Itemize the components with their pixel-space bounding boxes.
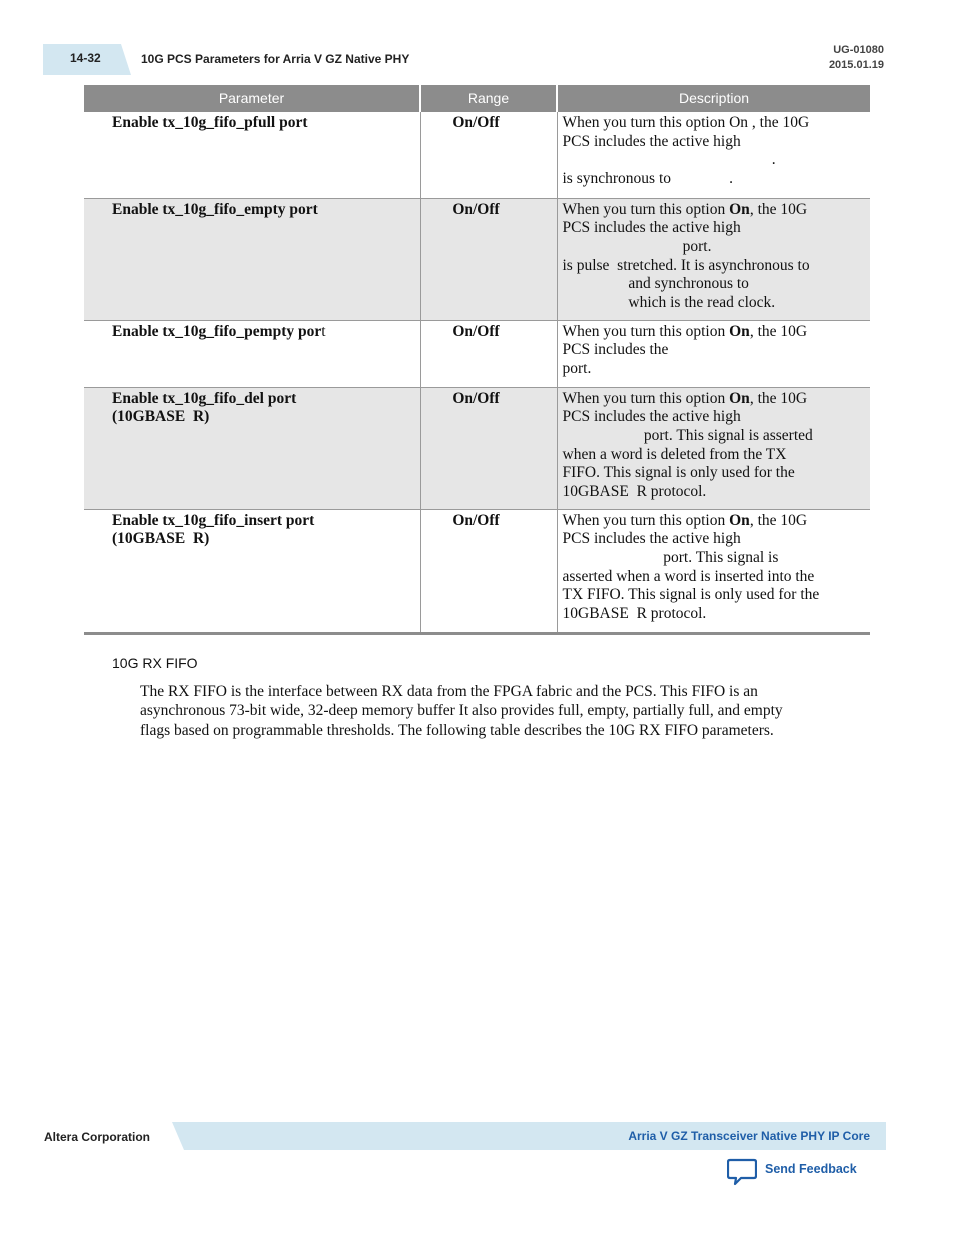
- document-id: UG-01080: [833, 44, 884, 56]
- description-line: asserted when a word is inserted into the: [562, 567, 815, 585]
- section-heading: 10G RX FIFO: [112, 655, 198, 671]
- description-line: PCS includes the active high: [562, 132, 741, 150]
- parameter-name: Enable tx_10g_fifo_empty port: [112, 200, 318, 218]
- footer-document-title[interactable]: Arria V GZ Transceiver Native PHY IP Core: [628, 1129, 870, 1143]
- parameter-cell: [84, 509, 420, 633]
- column-header-parameter: Parameter: [84, 85, 420, 112]
- table-row: [84, 320, 870, 387]
- table-row: [84, 198, 870, 320]
- description-line: is pulse stretched. It is asynchronous to: [562, 256, 810, 274]
- parameter-qualifier: (10GBASE R): [112, 530, 210, 548]
- description-line: port. This signal is: [562, 548, 779, 566]
- column-header-description: Description: [557, 85, 870, 112]
- parameter-cell: [84, 320, 420, 387]
- range-cell: On/Off: [420, 320, 557, 387]
- description-line: is synchronous to .: [562, 170, 733, 188]
- parameters-table: [84, 85, 870, 635]
- parameter-name: Enable tx_10g_fifo_del port: [112, 389, 297, 407]
- company-name: Altera Corporation: [44, 1130, 151, 1144]
- table-row: [84, 387, 870, 509]
- table-row: [84, 509, 870, 633]
- description-line: FIFO. This signal is only used for the: [562, 464, 795, 482]
- section-paragraph: [140, 682, 856, 740]
- description-line: PCS includes the active high: [562, 219, 741, 237]
- description-line: PCS includes the: [562, 341, 669, 359]
- send-feedback-link[interactable]: Send Feedback: [765, 1162, 857, 1176]
- range-cell: On/Off: [420, 112, 557, 198]
- description-cell: [557, 320, 870, 387]
- description-line: When you turn this option On, the 10G: [562, 511, 808, 529]
- description-cell: [557, 198, 870, 320]
- description-line: When you turn this option On, the 10G: [562, 200, 808, 218]
- description-line: 10GBASE R protocol.: [562, 483, 707, 501]
- description-line: When you turn this option On , the 10G: [562, 114, 810, 131]
- description-line: .: [562, 151, 776, 169]
- description-line: and synchronous to: [562, 275, 749, 293]
- document-id-block: [829, 43, 884, 73]
- description-line: PCS includes the active high: [562, 530, 741, 548]
- table-header-row: [84, 85, 870, 112]
- parameter-cell: [84, 198, 420, 320]
- description-line: port. This signal is asserted: [562, 426, 813, 444]
- column-header-range: Range: [420, 85, 557, 112]
- description-line: TX FIFO. This signal is only used for the: [562, 586, 820, 604]
- description-line: When you turn this option On, the 10G: [562, 389, 808, 407]
- description-line: which is the read clock.: [562, 294, 776, 312]
- description-line: when a word is deleted from the TX: [562, 445, 787, 463]
- description-line: PCS includes the active high: [562, 408, 741, 426]
- paragraph-line: asynchronous 73-bit wide, 32-deep memory buffer It also provides full, empty, partially full, and empty: [140, 702, 783, 720]
- description-line: port.: [562, 237, 712, 255]
- parameter-name-suffix: t: [321, 322, 326, 340]
- parameter-cell: [84, 387, 420, 509]
- parameter-name: Enable tx_10g_fifo_pfull port: [112, 114, 308, 131]
- range-cell: On/Off: [420, 387, 557, 509]
- parameter-name: Enable tx_10g_fifo_pempty por: [112, 322, 322, 340]
- parameter-qualifier: (10GBASE R): [112, 408, 210, 426]
- description-cell: [557, 387, 870, 509]
- range-cell: On/Off: [420, 198, 557, 320]
- speech-bubble-icon[interactable]: [727, 1158, 757, 1186]
- description-line: When you turn this option On, the 10G: [562, 322, 808, 340]
- paragraph-line: flags based on programmable thresholds. The following table describes the 10G RX FIFO parameters.: [140, 721, 774, 739]
- page-number: 14-32: [70, 51, 101, 65]
- parameter-name: Enable tx_10g_fifo_insert port: [112, 511, 315, 529]
- document-date: 2015.01.19: [828, 59, 884, 71]
- header-title: 10G PCS Parameters for Arria V GZ Native PHY: [141, 52, 410, 66]
- description-cell: [557, 509, 870, 633]
- range-cell: On/Off: [420, 509, 557, 633]
- description-line: 10GBASE R protocol.: [562, 605, 707, 623]
- parameter-cell: [84, 112, 420, 198]
- table-row: [84, 112, 870, 198]
- paragraph-line: The RX FIFO is the interface between RX data from the FPGA fabric and the PCS. This FIFO is an: [140, 683, 758, 700]
- description-cell: [557, 112, 870, 198]
- description-line: port.: [562, 359, 592, 377]
